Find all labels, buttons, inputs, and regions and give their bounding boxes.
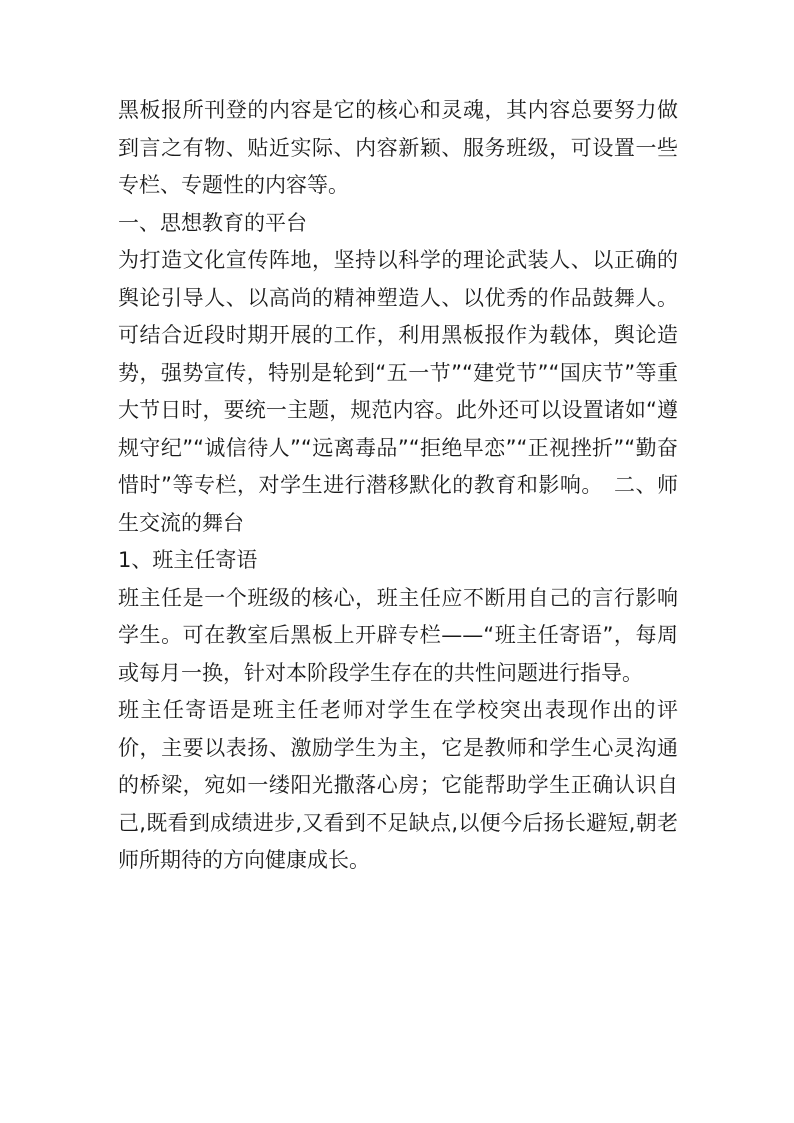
ideological-education-paragraph: 为打造文化宣传阵地，坚持以科学的理论武装人、以正确的舆论引导人、以高尚的精神塑造人、以优秀的作品鼓舞人。可结合近段时期开展的工作，利用黑板报作为载体，舆论造势，强势宣传，特别是轮到“五一节”“建党节”“国庆节”等重大节日时，要统一主题，规范内容。此外还可以设置诸如“遵规守纪”“诚信待人”“远离毒品”“拒绝早恋”“正视挫折”“勤奋惜时”等专栏，对学生进行潜移默化的教育和影响。 二、师生交流的舞台 xyxy=(118,248,678,535)
teacher-message-paragraph-2: 班主任寄语是班主任老师对学生在学校突出表现作出的评价，主要以表扬、激励学生为主，它是教师和学生心灵沟通的桥梁，宛如一缕阳光撒落心房；它能帮助学生正确认识自己,既看到成绩进步,又看到不足缺点,以便今后扬长避短,朝老师所期待的方向健康成长。 xyxy=(118,698,678,872)
intro-paragraph: 黑板报所刊登的内容是它的核心和灵魂，其内容总要努力做到言之有物、贴近实际、内容新颖、服务班级，可设置一些专栏、专题性的内容等。 xyxy=(118,98,678,197)
subsection-heading-teacher-message: 1、班主任寄语 xyxy=(118,548,258,572)
document-page xyxy=(118,92,678,880)
teacher-message-paragraph-1: 班主任是一个班级的核心，班主任应不断用自己的言行影响学生。可在教室后黑板上开辟专栏——“班主任寄语”，每周或每月一换，针对本阶段学生存在的共性问题进行指导。 xyxy=(118,585,678,685)
section-heading-ideological-education: 一、思想教育的平台 xyxy=(118,210,307,235)
